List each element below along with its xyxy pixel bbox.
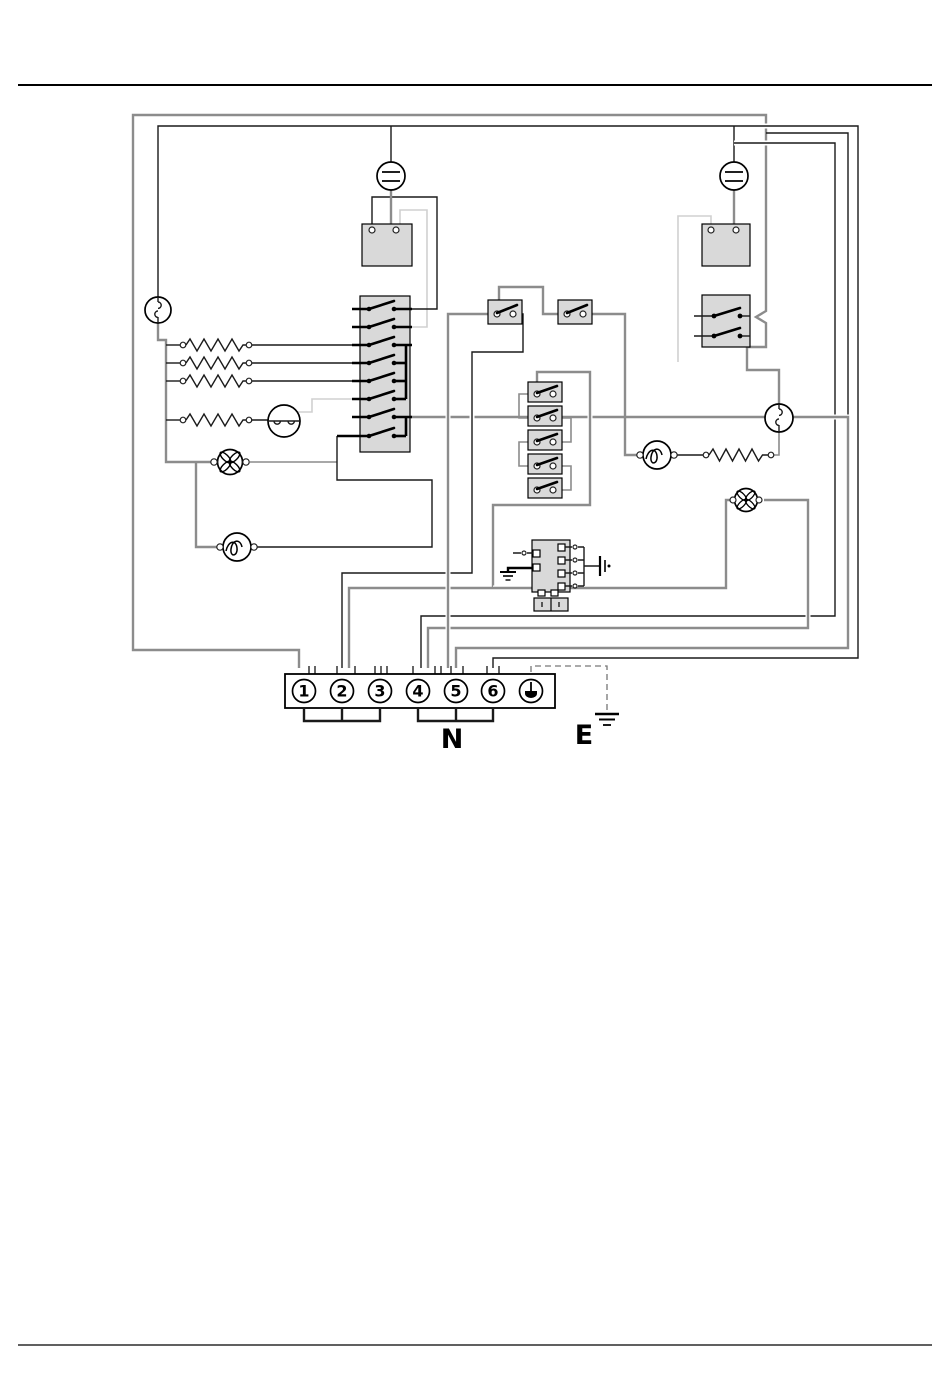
right-lamp-icon — [637, 441, 677, 469]
right-sensor-icon — [765, 404, 793, 432]
wire-terminal4-gray — [428, 500, 808, 668]
switch-a — [488, 300, 522, 324]
microswitch-1 — [528, 382, 562, 402]
terminal-6 — [482, 680, 505, 703]
right-thermal-cutout-icon — [720, 162, 748, 190]
heating-element-4 — [166, 414, 268, 426]
microswitch-2 — [528, 406, 562, 426]
wire-right-fan-feed — [493, 500, 730, 588]
oven-lamp-icon — [268, 405, 300, 437]
right-heating-element — [703, 449, 774, 461]
wire-sensor-to-element — [773, 432, 779, 455]
left-motor-icon — [217, 533, 257, 561]
spark-generator-bottom — [534, 590, 568, 611]
terminal-4-label: 4 — [412, 681, 424, 701]
terminal-2 — [331, 680, 354, 703]
wire-routing — [133, 115, 858, 668]
terminal-5 — [445, 680, 468, 703]
wire-fan-motor-loop — [196, 462, 218, 547]
switch-column — [519, 382, 571, 498]
right-switch-box — [694, 295, 750, 347]
terminal-2-label: 2 — [336, 681, 348, 701]
terminal-3 — [369, 680, 392, 703]
heating-element-1 — [166, 339, 252, 351]
spark-generator — [500, 540, 611, 611]
terminal-4 — [407, 680, 430, 703]
terminal-block — [285, 666, 555, 755]
terminal-3-label: 3 — [374, 681, 386, 701]
earth-ground-icon — [500, 572, 516, 580]
microswitch-3 — [528, 430, 562, 450]
terminal-1 — [293, 680, 316, 703]
wire-lamp-light — [293, 399, 360, 412]
link-bracket-456 — [418, 708, 493, 721]
terminal-5-label: 5 — [450, 681, 462, 701]
switch-b — [558, 300, 592, 324]
link-bracket-123 — [304, 708, 380, 721]
terminal-ticks — [309, 666, 499, 674]
wire-switchB-to-lamp — [592, 314, 641, 455]
left-thermal-cutout-icon — [377, 162, 405, 190]
microswitch-4 — [528, 454, 562, 474]
microswitch-5 — [528, 478, 562, 498]
neutral-label: N — [440, 724, 464, 755]
heating-element-3 — [166, 375, 252, 387]
left-sensor-icon — [145, 297, 171, 323]
earth-terminal — [520, 680, 543, 703]
wire-motor-loop — [257, 436, 432, 547]
heating-elements — [166, 339, 268, 426]
right-fan-icon — [730, 489, 762, 512]
left-thermostat — [362, 224, 412, 266]
left-fan-icon — [211, 450, 249, 475]
earth-ground-icon-main — [595, 714, 619, 725]
wire-chevron-chain — [747, 303, 779, 404]
heating-element-2 — [166, 357, 252, 369]
terminal-1-label: 1 — [298, 681, 310, 701]
earth-label: E — [574, 720, 594, 751]
terminal-6-label: 6 — [487, 681, 499, 701]
right-thermostat — [702, 224, 750, 266]
